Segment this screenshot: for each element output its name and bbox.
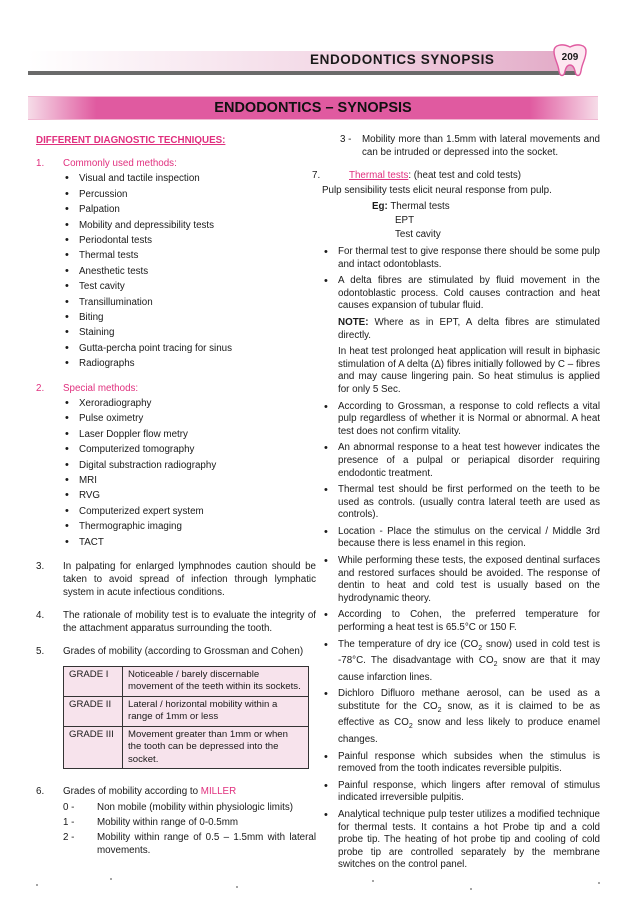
list-item: • Xeroradiography [63,396,316,411]
dichloro-text: snow, as it is claimed to be as effective as CO [338,700,600,729]
item-3 [36,560,316,599]
list-item: • Thermographic imaging [63,519,316,534]
list-item: • Digital substraction radiography [63,458,316,473]
row-text: Mobility within range of 0.5 – 1.5mm with lateral movements. [97,832,316,857]
speck [470,888,472,890]
list-item: • Periodontal tests [63,233,316,248]
list-item: • Percussion [63,187,316,202]
dry-ice-text: snow) used in cold test is -78°C. The disadvantage with CO [338,638,601,667]
list-item: • Painful response which subsides when the stimulus is removed from the tooth indicates reversible pulpitis. [322,751,600,776]
list-item: • An abnormal response to a heat test however indicates the presence of a pulpal or periapical disorder requiring endodontic treatment. [322,442,600,480]
list-item: • While performing these tests, the exposed dentinal surfaces and restored surfaces should be avoided. The response of dentin to heat and cold test is usually based on the hydrodynamic theory. [322,555,600,605]
row-lead: 1 - [63,817,75,829]
thermal-tests-heading: Thermal tests [349,170,409,181]
note-text: Where as in EPT, A delta fibres are stimulated directly. [338,316,600,341]
row-text: Non mobile (mobility within physiologic limits) [97,802,293,814]
right-column [312,133,601,872]
dichloro-text: snow and less likely to produce enamel changes. [338,717,600,745]
section-heading: DIFFERENT DIAGNOSTIC TECHNIQUES: [36,135,226,146]
list-item: • Mobility and depressibility tests [63,218,316,233]
subscript: 2 [408,723,413,731]
title-banner [28,96,598,120]
miller-grade-3 [322,133,600,159]
page-number: 209 [561,52,579,63]
eg-label: Eg: [372,201,388,212]
item-text: Grades of mobility (according to Grossman and Cohen) [63,645,304,657]
list-item [322,688,600,746]
dichloro-text: Dichloro Difluoro methane aerosol, can be used as a substitute for the CO [338,688,600,712]
grade-cell: GRADE III [64,726,123,769]
dry-ice-text: snow are that it may cause infarction lines. [338,655,600,683]
list-item: • According to Cohen, the preferred temperature for performing a heat test is 65.5°C or 150 F. [322,609,600,634]
subscript: 2 [478,644,483,652]
item-text: In palpating for enlarged lymphnodes caution should be taken to avoid spread of infection through lymphatic system in acute infectious conditions. [63,560,316,598]
list-item: • Computerized tomography [63,442,316,457]
list-item: • Painful response, which lingers after removal of stimulus indicated irreversible pulpitis. [322,780,600,805]
common-methods-list [36,171,316,371]
item-number: 1. [36,158,45,170]
mobility-grades-table [63,666,309,770]
running-header-title: ENDODONTICS SYNOPSIS [310,52,495,67]
list-item: • Laser Doppler flow metry [63,427,316,442]
subscript: 2 [437,706,442,714]
list-item: • Staining [63,325,316,340]
row-text: Mobility more than 1.5mm with lateral movements and can be intruded or depressed into the socket. [362,134,600,158]
pulp-line: Pulp sensibility tests elicit neural response from pulp. [322,185,552,196]
miller-row [63,801,316,814]
list-item: • Analytical technique pulp tester utilizes a modified technique for thermal tests. It contains a hot Probe tip and a cold probe tip. The heating of hot probe tip and cooling of cold probe tip are controlled separately by the membrane switches on the control panel. [322,809,600,872]
speck [110,878,112,880]
list-item: • For thermal test to give response there should be some pulp and intact odontoblasts. [322,246,600,271]
item-number: 5. [36,645,45,657]
note-label: NOTE: [338,316,369,328]
grade-description: Noticeable / barely discernable movement of the teeth within its sockets. [123,666,309,696]
list-item: • Pulse oximetry [63,411,316,426]
item-1 [36,156,316,171]
thermal-test-notes [322,246,600,872]
item-5 [36,645,316,658]
list-item [322,639,600,685]
speck [36,884,38,886]
grade-cell: GRADE I [64,666,123,696]
subscript: 2 [493,661,498,669]
item-4 [36,609,316,635]
item-number: 2. [36,382,45,394]
list-item: • Thermal test should be first performed on the teeth to be used as controls. (usually contra lateral teeth are used as controls). [322,484,600,522]
list-item: • Visual and tactile inspection [63,171,316,186]
grade-cell: GRADE II [64,696,123,726]
row-lead: 3 - [340,134,352,145]
miller-row [63,816,316,829]
list-item: • TACT [63,535,316,550]
miller-row [340,133,600,159]
list-item: • MRI [63,473,316,488]
speck [236,886,238,888]
eg-item: EPT [395,215,415,226]
header-band [28,51,578,71]
row-lead: 0 - [63,802,75,814]
left-column [36,133,316,857]
item-text: Grades of mobility according to [63,786,199,798]
dry-ice-text: The temperature of dry ice (CO [338,638,479,650]
item-2 [36,381,316,396]
grade-description: Lateral / horizontal mobility within a range of 1mm or less [123,696,309,726]
list-item [322,275,600,396]
special-methods-list [36,396,316,550]
list-item: • Location - Place the stimulus on the cervical / Middle 3rd because there is less enamel in this region. [322,526,600,551]
row-lead: 2 - [63,832,75,844]
list-item: • Radiographs [63,356,316,371]
miller-row [63,831,316,857]
item-number: 3. [36,560,45,572]
list-item: • Transillumination [63,295,316,310]
list-item: • Gutta-percha point tracing for sinus [63,341,316,356]
item-heading: Commonly used methods: [63,158,177,170]
table-row [64,726,309,769]
item-text: The rationale of mobility test is to evaluate the integrity of the attachment apparatus surrounding the tooth. [63,609,316,634]
header-rule [28,71,578,75]
list-item: • Test cavity [63,279,316,294]
item-heading: Special methods: [63,382,139,394]
example-list [322,200,600,242]
eg-item: Test cavity [395,229,441,240]
speck [372,880,374,882]
speck [598,882,600,884]
item-number: 4. [36,609,45,621]
item-heading-rest: : (heat test and cold tests) [408,170,522,181]
list-item: • Biting [63,310,316,325]
heat-paragraph: In heat test prolonged heat application will result in biphasic stimulation of A delta (Δ) fibres initially followed by C – fibres and may cause lingering pain. So heat stimulus is applied for only 5 Sec. [338,346,600,395]
item-number: 7. [312,170,321,181]
table-row [64,666,309,696]
miller-grades [36,801,316,857]
miller-name: MILLER [200,786,237,798]
row-text: Mobility within range of 0-0.5mm [97,817,239,829]
table-row [64,696,309,726]
item-number: 6. [36,786,45,798]
list-item-text: A delta fibres are stimulated by fluid movement in the odontoblastic process. Cold causes contraction and heat causes expansion of tubular fluid. [338,275,600,312]
list-item: • Anesthetic tests [63,264,316,279]
list-item: • According to Grossman, a response to cold reflects a vital pulp regardless of whether it is Normal or abnormal. A heat test does not confirm vitality. [322,401,600,439]
item-7 [312,169,600,182]
eg-item: Thermal tests [390,201,450,212]
banner-title: ENDODONTICS – SYNOPSIS [214,100,412,116]
grade-description: Movement greater than 1mm or when the tooth can be depressed into the socket. [123,726,309,769]
list-item: • Computerized expert system [63,504,316,519]
list-item: • Palpation [63,202,316,217]
list-item: • RVG [63,488,316,503]
item-6 [36,785,316,798]
list-item: • Thermal tests [63,248,316,263]
